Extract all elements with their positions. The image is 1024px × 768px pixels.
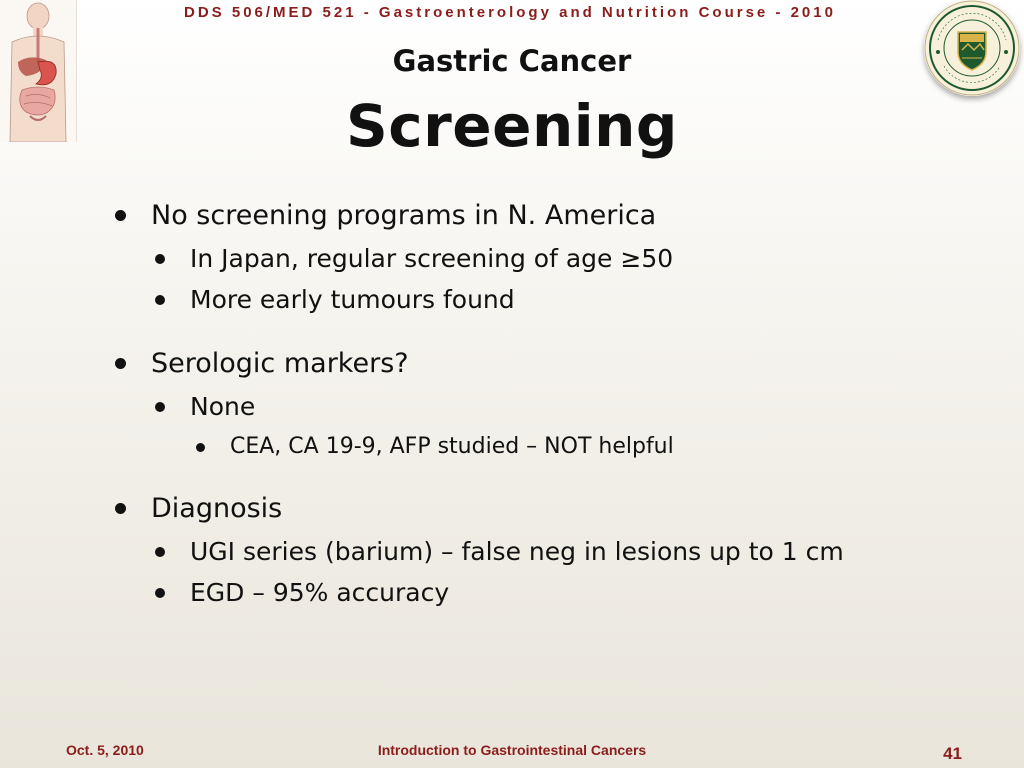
bullet-item [190, 392, 255, 421]
bullet-icon [115, 358, 126, 369]
bullet-item [190, 244, 673, 273]
bullet-item [230, 434, 674, 459]
bullet-item [151, 200, 656, 231]
bullet-item [151, 493, 282, 524]
bullet-item [151, 348, 409, 379]
bullet-item [190, 537, 844, 566]
bullet-text: EGD – 95% accuracy [190, 578, 450, 607]
bullet-icon [115, 210, 126, 221]
bullet-icon [115, 503, 126, 514]
bullet-text: None [190, 392, 256, 421]
slide-number: 41 [943, 744, 962, 763]
slide-subtitle: Gastric Cancer [392, 44, 632, 78]
bullet-item [190, 578, 449, 607]
bullet-icon [155, 295, 165, 305]
bullet-icon [155, 588, 165, 598]
bullet-icon [155, 254, 165, 264]
bullet-icon [196, 443, 205, 452]
bullet-text: Serologic markers? [151, 348, 409, 379]
bullet-text: No screening programs in N. America [151, 200, 657, 231]
footer-date: Oct. 5, 2010 [66, 742, 144, 758]
bullet-icon [155, 547, 165, 557]
bullet-icon [155, 402, 165, 412]
bullet-text: In Japan, regular screening of age ≥50 [190, 244, 674, 273]
bullet-item [190, 285, 515, 314]
bullet-text: CEA, CA 19-9, AFP studied – NOT helpful [230, 434, 674, 459]
footer-title: Introduction to Gastrointestinal Cancers [377, 742, 647, 758]
course-header: DDS 506/MED 521 - Gastroenterology and Nutrition Course - 2010 [184, 4, 836, 21]
bullet-text: Diagnosis [151, 493, 283, 524]
bullet-text: UGI series (barium) – false neg in lesions up to 1 cm [190, 537, 844, 566]
bullet-text: More early tumours found [190, 285, 515, 314]
slide-title: Screening [346, 92, 678, 160]
